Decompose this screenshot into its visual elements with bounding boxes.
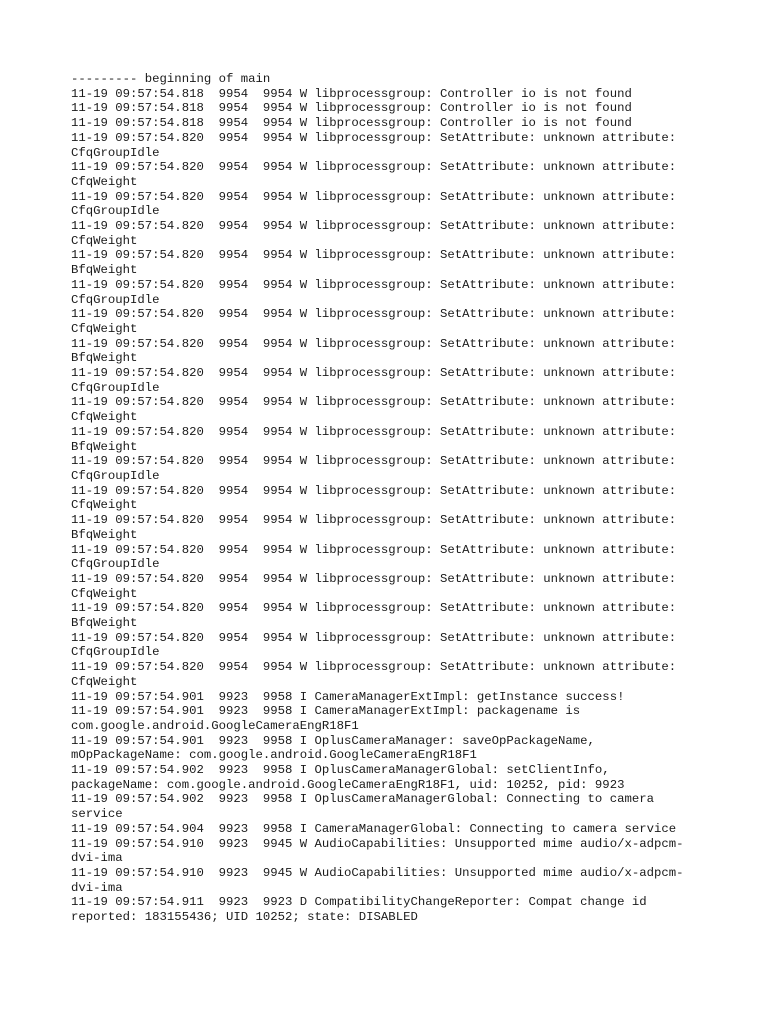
log-line: 11-19 09:57:54.820 9954 9954 W libprocessgroup: SetAttribute: unknown attribute: xyxy=(71,336,677,351)
log-line: 11-19 09:57:54.902 9923 9958 I OplusCameraManagerGlobal: Connecting to camera xyxy=(71,792,654,807)
log-line: 11-19 09:57:54.910 9923 9945 W AudioCapabilities: Unsupported mime audio/x-adpcm- xyxy=(71,865,684,880)
log-line: 11-19 09:57:54.911 9923 9923 D CompatibilityChangeReporter: Compat change id xyxy=(71,895,647,910)
log-line: 11-19 09:57:54.820 9954 9954 W libprocessgroup: SetAttribute: unknown attribute: xyxy=(71,277,677,292)
log-line: 11-19 09:57:54.910 9923 9945 W AudioCapabilities: Unsupported mime audio/x-adpcm- xyxy=(71,836,684,851)
log-line: CfqWeight xyxy=(71,174,138,189)
log-line: 11-19 09:57:54.820 9954 9954 W libprocessgroup: SetAttribute: unknown attribute: xyxy=(71,424,677,439)
log-line: BfqWeight xyxy=(71,351,138,366)
log-line: CfqWeight xyxy=(71,498,138,513)
log-line: CfqWeight xyxy=(71,410,138,425)
log-document xyxy=(71,72,711,925)
log-line: CfqGroupIdle xyxy=(71,380,160,395)
log-line: CfqGroupIdle xyxy=(71,292,160,307)
log-line: 11-19 09:57:54.901 9923 9958 I CameraManagerExtImpl: getInstance success! xyxy=(71,689,625,704)
log-line: CfqGroupIdle xyxy=(71,645,160,660)
log-line: 11-19 09:57:54.818 9954 9954 W libprocessgroup: Controller io is not found xyxy=(71,116,632,131)
log-line: 11-19 09:57:54.818 9954 9954 W libprocessgroup: Controller io is not found xyxy=(71,101,632,116)
log-line: com.google.android.GoogleCameraEngR18F1 xyxy=(71,718,359,733)
log-line: BfqWeight xyxy=(71,527,138,542)
log-line: CfqGroupIdle xyxy=(71,145,160,160)
log-line: 11-19 09:57:54.820 9954 9954 W libprocessgroup: SetAttribute: unknown attribute: xyxy=(71,630,677,645)
log-line: 11-19 09:57:54.820 9954 9954 W libprocessgroup: SetAttribute: unknown attribute: xyxy=(71,542,677,557)
log-line: BfqWeight xyxy=(71,263,138,278)
log-line: --------- beginning of main xyxy=(71,72,271,86)
log-line: CfqGroupIdle xyxy=(71,204,160,219)
log-line: BfqWeight xyxy=(71,616,138,631)
log-line: 11-19 09:57:54.901 9923 9958 I CameraManagerExtImpl: packagename is xyxy=(71,704,581,719)
log-line: 11-19 09:57:54.820 9954 9954 W libprocessgroup: SetAttribute: unknown attribute: xyxy=(71,307,677,322)
log-line: 11-19 09:57:54.820 9954 9954 W libprocessgroup: SetAttribute: unknown attribute: xyxy=(71,601,677,616)
log-line: packageName: com.google.android.GoogleCameraEngR18F1, uid: 10252, pid: 9923 xyxy=(71,777,625,792)
log-line: CfqGroupIdle xyxy=(71,468,160,483)
log-line: CfqGroupIdle xyxy=(71,557,160,572)
log-line: 11-19 09:57:54.820 9954 9954 W libprocessgroup: SetAttribute: unknown attribute: xyxy=(71,366,677,381)
log-line: 11-19 09:57:54.820 9954 9954 W libprocessgroup: SetAttribute: unknown attribute: xyxy=(71,395,677,410)
log-line: dvi-ima xyxy=(71,851,123,866)
log-line: 11-19 09:57:54.820 9954 9954 W libprocessgroup: SetAttribute: unknown attribute: xyxy=(71,130,677,145)
log-line: 11-19 09:57:54.820 9954 9954 W libprocessgroup: SetAttribute: unknown attribute: xyxy=(71,160,677,175)
log-line: CfqWeight xyxy=(71,586,138,601)
log-line: 11-19 09:57:54.820 9954 9954 W libprocessgroup: SetAttribute: unknown attribute: xyxy=(71,189,677,204)
log-line: reported: 183155436; UID 10252; state: DISABLED xyxy=(71,910,418,925)
log-line: 11-19 09:57:54.902 9923 9958 I OplusCameraManagerGlobal: setClientInfo, xyxy=(71,763,610,778)
log-line: 11-19 09:57:54.820 9954 9954 W libprocessgroup: SetAttribute: unknown attribute: xyxy=(71,513,677,528)
log-line: CfqWeight xyxy=(71,233,138,248)
log-line: 11-19 09:57:54.820 9954 9954 W libprocessgroup: SetAttribute: unknown attribute: xyxy=(71,571,677,586)
log-line: mOpPackageName: com.google.android.GoogleCameraEngR18F1 xyxy=(71,748,477,763)
log-line: CfqWeight xyxy=(71,321,138,336)
log-line: 11-19 09:57:54.820 9954 9954 W libprocessgroup: SetAttribute: unknown attribute: xyxy=(71,660,677,675)
log-line: 11-19 09:57:54.904 9923 9958 I CameraManagerGlobal: Connecting to camera service xyxy=(71,821,677,836)
log-line: CfqWeight xyxy=(71,674,138,689)
log-line: BfqWeight xyxy=(71,439,138,454)
log-line: service xyxy=(71,807,123,822)
log-line: 11-19 09:57:54.820 9954 9954 W libprocessgroup: SetAttribute: unknown attribute: xyxy=(71,248,677,263)
log-line: 11-19 09:57:54.820 9954 9954 W libprocessgroup: SetAttribute: unknown attribute: xyxy=(71,483,677,498)
log-line: 11-19 09:57:54.820 9954 9954 W libprocessgroup: SetAttribute: unknown attribute: xyxy=(71,219,677,234)
log-line: 11-19 09:57:54.820 9954 9954 W libprocessgroup: SetAttribute: unknown attribute: xyxy=(71,454,677,469)
log-line: 11-19 09:57:54.901 9923 9958 I OplusCameraManager: saveOpPackageName, xyxy=(71,733,595,748)
log-line: 11-19 09:57:54.818 9954 9954 W libprocessgroup: Controller io is not found xyxy=(71,86,632,101)
log-line: dvi-ima xyxy=(71,880,123,895)
